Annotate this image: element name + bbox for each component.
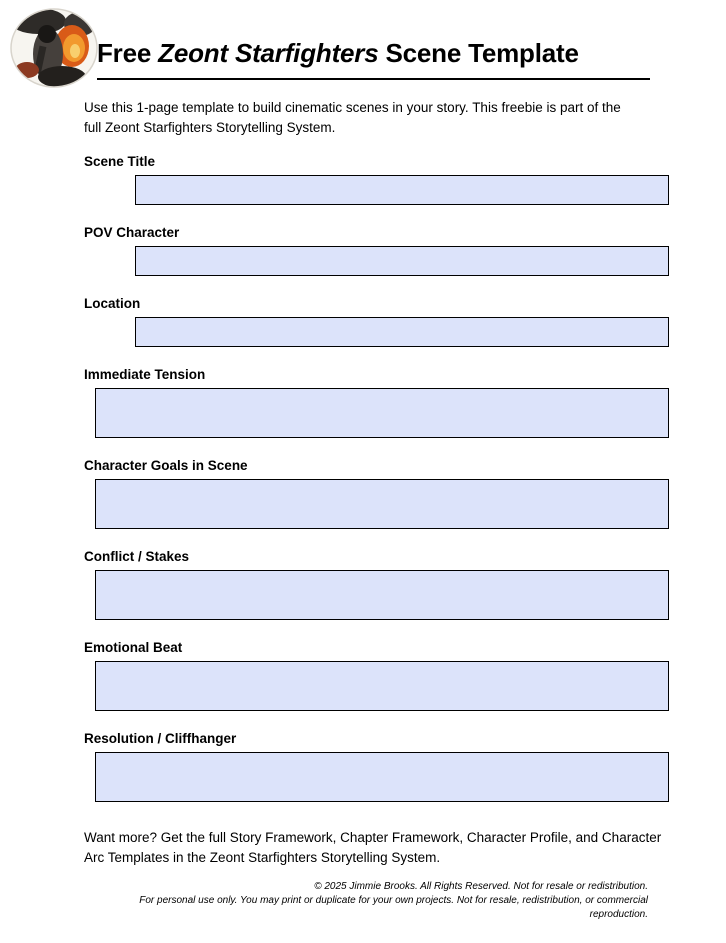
outro-text: Want more? Get the full Story Framework, Chapter Framework, Character Profile, and Character Arc Templates in the Zeont Starfighters Storytelling System. [84,830,662,865]
title-suffix: Scene Template [378,38,579,68]
form-fields [84,154,669,802]
title-emphasis: Zeont Starfighters [158,38,379,68]
character-goals-input[interactable] [95,479,669,529]
pov-character-label: POV Character [84,225,180,240]
emotional-beat-input[interactable] [95,661,669,711]
location-input[interactable] [135,317,669,347]
field-pov-character [84,225,669,276]
intro-text: Use this 1-page template to build cinematic scenes in your story. This freebie is part of the full Zeont Starfighters Storytelling System. [84,100,621,135]
field-character-goals [84,458,669,529]
field-scene-title [84,154,669,205]
pov-character-input[interactable] [135,246,669,276]
title-prefix: Free [97,38,159,68]
field-resolution-cliffhanger [84,731,669,802]
copyright-line: © 2025 Jimmie Brooks. All Rights Reserved. Not for resale or redistribution. [314,881,648,892]
resolution-cliffhanger-input[interactable] [95,752,669,802]
field-location [84,296,669,347]
page-header [97,0,650,80]
conflict-stakes-input[interactable] [95,570,669,620]
conflict-stakes-label: Conflict / Stakes [84,549,190,564]
immediate-tension-input[interactable] [95,388,669,438]
armored-figure-flames-icon [10,8,98,88]
page-title [97,38,650,69]
resolution-cliffhanger-label: Resolution / Cliffhanger [84,731,237,746]
license-line: For personal use only. You may print or duplicate for your own projects. Not for resale, redistribution, or commercial reproduction. [139,895,648,920]
location-label: Location [84,296,141,311]
field-emotional-beat [84,640,669,711]
field-conflict-stakes [84,549,669,620]
footer [84,880,648,922]
character-goals-label: Character Goals in Scene [84,458,248,473]
emotional-beat-label: Emotional Beat [84,640,183,655]
field-immediate-tension [84,367,669,438]
immediate-tension-label: Immediate Tension [84,367,206,382]
logo-image [10,8,98,88]
scene-title-label: Scene Title [84,154,156,169]
scene-title-input[interactable] [135,175,669,205]
